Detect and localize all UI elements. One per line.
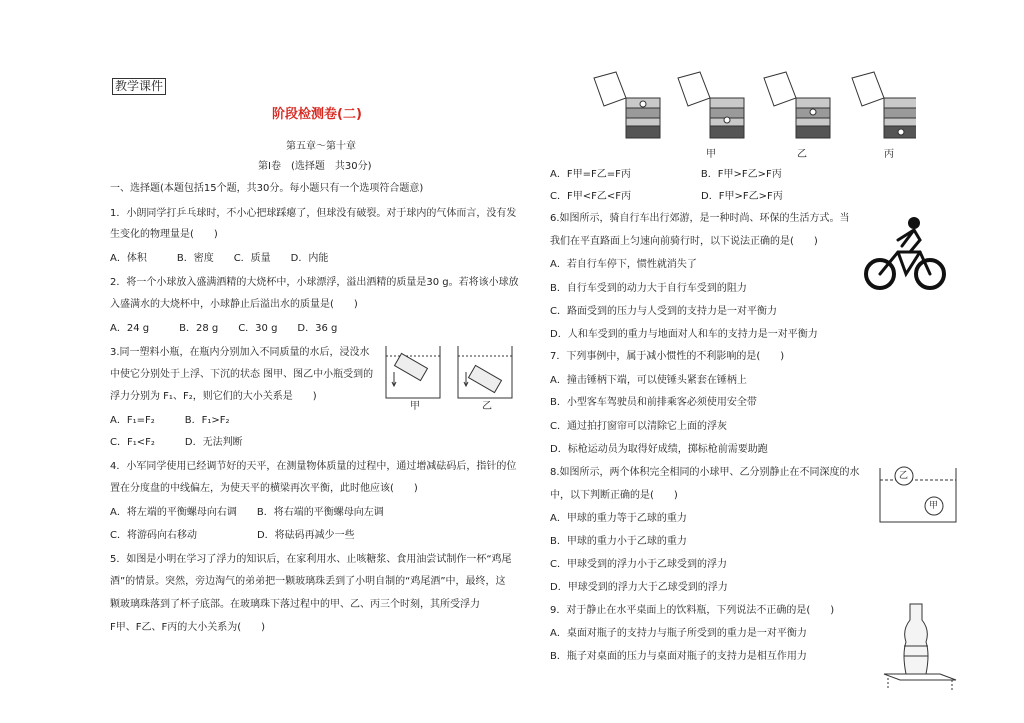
left-line: F甲、F乙、F丙的大小关系为( ) bbox=[110, 622, 266, 633]
left-line: 1．小朗同学打乒乓球时，不小心把球踩瘪了，但球没有破裂。对于球内的气体而言，没有发 bbox=[110, 208, 517, 219]
right-line: 我们在平直路面上匀速向前骑行时，以下说法正确的是( ) bbox=[550, 236, 818, 247]
right-line: B．自行车受到的动力大于自行车受到的阻力 bbox=[550, 283, 747, 294]
part-heading: 第Ⅰ卷 (选择题 共30分) bbox=[258, 161, 372, 172]
figure-label-yi: 乙 bbox=[482, 401, 492, 412]
left-line: A．24 g B．28 g C．30 g D．36 g bbox=[110, 323, 338, 334]
right-line: B．瓶子对桌面的压力与桌面对瓶子的支持力是相互作用力 bbox=[550, 651, 807, 662]
q8-beaker-figure bbox=[876, 458, 960, 528]
right-line: A．桌面对瓶子的支持力与瓶子所受到的重力是一对平衡力 bbox=[550, 628, 807, 639]
left-line: 中使它分别处于上浮、下沉的状态 图甲、图乙中小瓶受到的 bbox=[110, 369, 374, 380]
left-line: C．将游码向右移动 D．将砝码再减少一些 bbox=[110, 530, 355, 541]
right-line: B．小型客车驾驶员和前排乘客必须使用安全带 bbox=[550, 397, 757, 408]
cup-label-yi: 乙 bbox=[797, 149, 807, 160]
left-line: 酒”的情景。突然，旁边淘气的弟弟把一颗玻璃珠丢到了小明自制的“鸡尾酒”中，最终，这 bbox=[110, 576, 506, 587]
right-line: A．F甲=F乙=F丙 B．F甲>F乙>F丙 bbox=[550, 169, 782, 180]
bottle-figure bbox=[880, 600, 960, 692]
section-heading: 一、选择题(本题包括15个题，共30分。每小题只有一个选项符合题意) bbox=[110, 183, 424, 194]
ball-label-jia: 甲 bbox=[929, 501, 939, 511]
right-line: C．通过拍打窗帘可以清除它上面的浮灰 bbox=[550, 421, 727, 432]
right-line: D．人和车受到的重力与地面对人和车的支持力是一对平衡力 bbox=[550, 329, 818, 340]
cocktail-cups-figure bbox=[586, 68, 916, 148]
courseware-tag: 教学课件 bbox=[112, 78, 166, 95]
q3-bottle-figure bbox=[382, 342, 516, 414]
left-line: 颗玻璃珠落到了杯子底部。在玻璃珠下落过程中的甲、乙、丙三个时刻，其所受浮力 bbox=[110, 599, 480, 610]
right-line: 9．对于静止在水平桌面上的饮料瓶，下列说法不正确的是( ) bbox=[550, 605, 835, 616]
left-line: A．将左端的平衡螺母向右调 B．将右端的平衡螺母向左调 bbox=[110, 507, 384, 518]
left-line: 5．如图是小明在学习了浮力的知识后，在家利用水、止咳糖浆、食用油尝试制作一杯“鸡尾 bbox=[110, 554, 512, 565]
right-line: A．甲球的重力等于乙球的重力 bbox=[550, 513, 687, 524]
right-line: B．甲球的重力小于乙球的重力 bbox=[550, 536, 687, 547]
right-line: C．F甲<F乙<F丙 D．F甲>F乙>F丙 bbox=[550, 191, 783, 202]
cup-label-bing: 丙 bbox=[884, 149, 894, 160]
right-line: D．甲球受到的浮力大于乙球受到的浮力 bbox=[550, 582, 728, 593]
cup-label-jia: 甲 bbox=[706, 149, 716, 160]
left-line: A．体积 B．密度 C．质量 D．内能 bbox=[110, 253, 329, 264]
left-line: C．F₁<F₂ D．无法判断 bbox=[110, 437, 243, 448]
right-line: 中，以下判断正确的是( ) bbox=[550, 490, 678, 501]
left-line: 浮力分别为 F₁、F₂，则它们的大小关系是 ) bbox=[110, 391, 317, 402]
cyclist-figure bbox=[862, 216, 948, 292]
figure-label-jia: 甲 bbox=[410, 401, 420, 412]
left-line: 4．小军同学使用已经调节好的天平，在测量物体质量的过程中，通过增减砝码后，指针的位 bbox=[110, 461, 517, 472]
left-line: A．F₁=F₂ B．F₁>F₂ bbox=[110, 415, 230, 426]
left-line: 2．将一个小球放入盛满酒精的大烧杯中，小球漂浮，溢出酒精的质量是30 g。若将该小球放 bbox=[110, 277, 519, 288]
right-line: C．路面受到的压力与人受到的支持力是一对平衡力 bbox=[550, 306, 777, 317]
right-line: 7．下列事例中，属于减小惯性的不利影响的是( ) bbox=[550, 351, 785, 362]
page-title: 阶段检测卷(二) bbox=[272, 107, 362, 122]
right-line: D．标枪运动员为取得好成绩，掷标枪前需要助跑 bbox=[550, 444, 768, 455]
right-line: A．撞击锤柄下端，可以使锤头紧套在锤柄上 bbox=[550, 375, 747, 386]
chapter-range: 第五章～第十章 bbox=[286, 141, 356, 152]
left-line: 入盛满水的大烧杯中，小球静止后溢出水的质量是( ) bbox=[110, 299, 358, 310]
right-line: A．若自行车停下，惯性就消失了 bbox=[550, 259, 697, 270]
right-line: C．甲球受到的浮力小于乙球受到的浮力 bbox=[550, 559, 727, 570]
left-line: 生变化的物理量是( ) bbox=[110, 229, 218, 240]
left-line: 置在分度盘的中线偏左，为使天平的横梁再次平衡，此时他应该( ) bbox=[110, 483, 418, 494]
right-line: 8.如图所示，两个体积完全相同的小球甲、乙分别静止在不同深度的水 bbox=[550, 467, 860, 478]
ball-label-yi: 乙 bbox=[899, 471, 909, 481]
right-line: 6.如图所示，骑自行车出行郊游，是一种时尚、环保的生活方式。当 bbox=[550, 213, 850, 224]
left-line: 3.同一塑料小瓶，在瓶内分别加入不同质量的水后，浸没水 bbox=[110, 347, 370, 358]
